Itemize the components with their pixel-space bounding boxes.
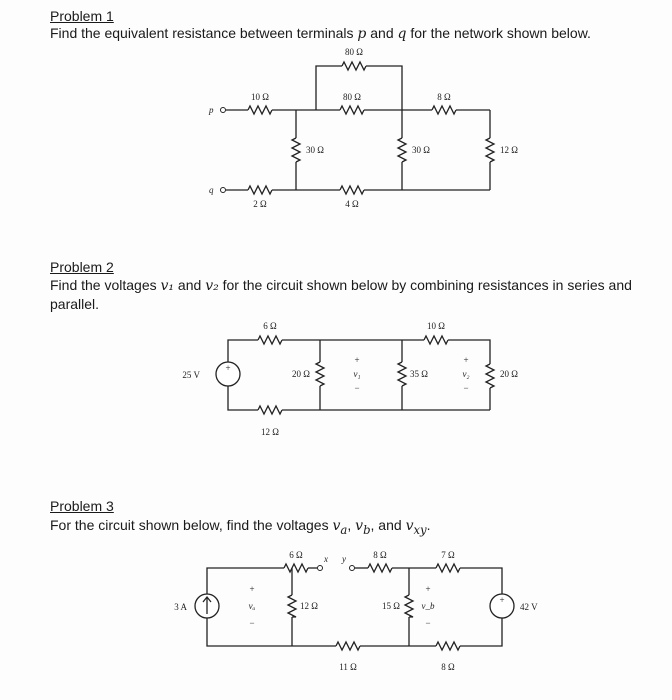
resistor-label: 20 Ω — [292, 369, 310, 379]
problem-1-heading: Problem 1 — [50, 8, 114, 24]
math-symbol: q — [397, 26, 407, 42]
math-symbol: p — [357, 26, 367, 42]
resistor-symbol — [436, 642, 460, 650]
prompt-text: , and — [370, 517, 406, 533]
resistor-symbol — [436, 564, 460, 572]
math-symbol: a — [340, 522, 348, 537]
terminal-p-label: p — [209, 105, 214, 115]
resistor-label: 80 Ω — [345, 47, 363, 57]
prompt-text: , — [347, 517, 356, 533]
resistor-symbol — [288, 595, 296, 617]
v2-label: v₂ — [462, 369, 470, 379]
resistor-label: 6 Ω — [289, 550, 303, 560]
math-symbol: xy — [413, 522, 427, 537]
source-plus-sign: + — [225, 363, 231, 373]
prompt-text: For the circuit shown below, find the voltages — [50, 517, 333, 533]
v2-minus: − — [463, 383, 469, 393]
math-symbol: v — [405, 518, 414, 534]
problem-3-heading: Problem 3 — [50, 498, 114, 514]
resistor-label: 30 Ω — [412, 145, 430, 155]
node-x-label: x — [324, 554, 328, 564]
node-x — [318, 566, 323, 571]
va-minus: − — [249, 618, 255, 628]
resistor-label: 15 Ω — [382, 601, 400, 611]
prompt-text: for the network shown below. — [406, 25, 591, 41]
resistor-label: 30 Ω — [306, 145, 324, 155]
prompt-text: and — [366, 25, 398, 41]
prompt-text: . — [426, 517, 431, 533]
math-symbol: v₁ — [160, 278, 175, 294]
resistor-label: 8 Ω — [437, 92, 451, 102]
resistor-label: 6 Ω — [263, 321, 277, 331]
v1-minus: − — [354, 383, 360, 393]
terminal-q-label: q — [209, 185, 214, 195]
resistor-label: 12 Ω — [300, 601, 318, 611]
resistor-label: 4 Ω — [345, 199, 359, 209]
resistor-symbol — [405, 595, 413, 617]
resistor-label: 12 Ω — [261, 427, 279, 437]
current-source-label: 3 A — [174, 602, 187, 612]
resistor-label: 20 Ω — [500, 369, 518, 379]
resistor-symbol — [284, 564, 308, 572]
vb-plus: + — [425, 584, 431, 594]
prompt-text: Find the voltages — [50, 277, 161, 293]
vb-label: v_b — [421, 601, 435, 611]
v1-label: v₁ — [353, 369, 361, 379]
v1-plus: + — [354, 355, 360, 365]
source-plus-sign: + — [499, 595, 505, 605]
va-label: vₐ — [248, 601, 256, 611]
prompt-text: for the circuit shown below by combining resistances in series and parallel. — [50, 277, 632, 312]
resistor-symbol — [336, 642, 360, 650]
prompt-text: Find the equivalent resistance between terminals — [50, 25, 358, 41]
resistor-label: 2 Ω — [253, 199, 267, 209]
resistor-label: 8 Ω — [441, 662, 455, 672]
voltage-source-label: 42 V — [520, 602, 538, 612]
problem-2-heading: Problem 2 — [50, 259, 114, 275]
resistor-label: 35 Ω — [410, 369, 428, 379]
va-plus: + — [249, 584, 255, 594]
math-symbol: v₂ — [205, 278, 219, 294]
math-symbol: b — [363, 522, 371, 537]
resistor-label: 80 Ω — [343, 92, 361, 102]
resistor-symbol — [368, 564, 392, 572]
source-label: 25 V — [182, 370, 200, 380]
node-y — [350, 566, 355, 571]
node-y-label: y — [342, 554, 346, 564]
vb-minus: − — [425, 618, 431, 628]
resistor-label: 10 Ω — [427, 321, 445, 331]
v2-plus: + — [463, 355, 469, 365]
math-symbol: v — [355, 518, 364, 534]
resistor-label: 10 Ω — [251, 92, 269, 102]
resistor-label: 7 Ω — [441, 550, 455, 560]
prompt-text: and — [174, 277, 206, 293]
resistor-label: 11 Ω — [339, 662, 357, 672]
math-symbol: v — [332, 518, 341, 534]
resistor-label: 8 Ω — [373, 550, 387, 560]
resistor-label: 12 Ω — [500, 145, 518, 155]
